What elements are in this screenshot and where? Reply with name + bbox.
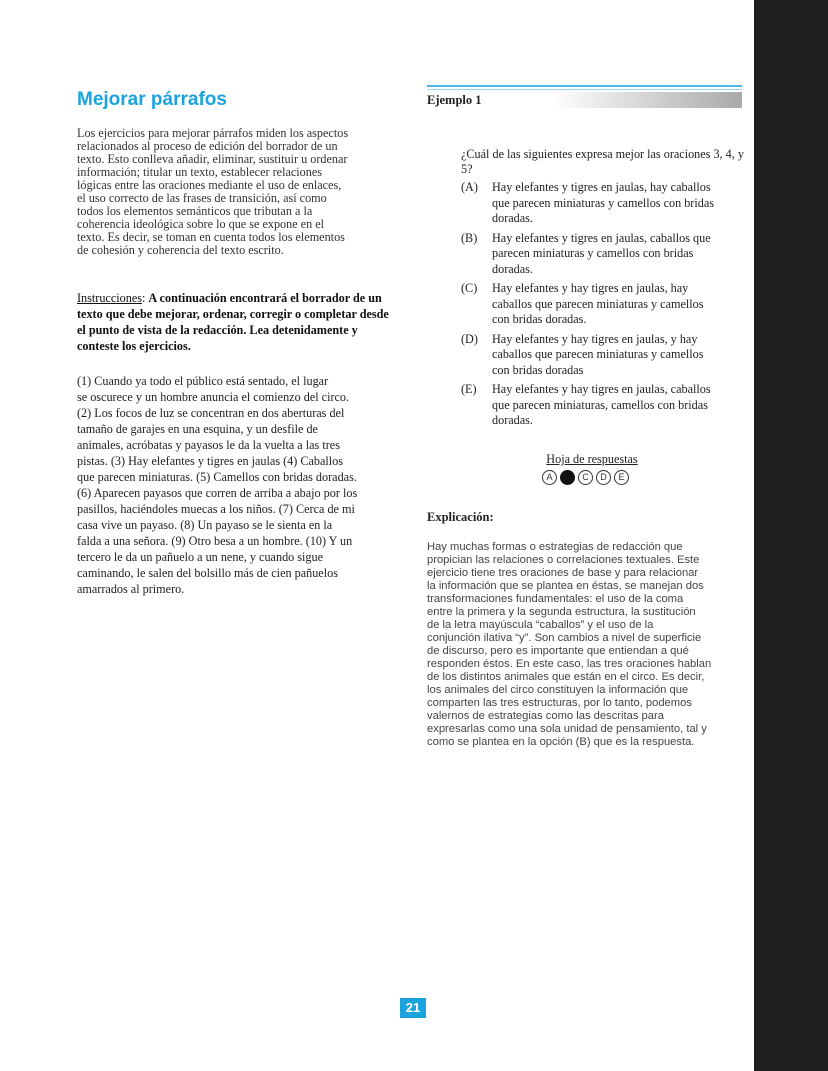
option-line: Hay elefantes y tigres en jaulas, caballos que: [492, 230, 711, 245]
option-text: [492, 382, 746, 429]
option-line: Hay elefantes y hay tigres en jaulas, caballos: [492, 382, 711, 396]
bubble-e[interactable]: E: [614, 470, 629, 485]
explanation-line: Hay muchas formas o estrategias de redacción que: [427, 541, 683, 553]
question-text: ¿Cuál de las siguientes expresa mejor las oraciones 3, 4, y 5?: [461, 147, 744, 176]
answer-bubbles: [542, 470, 629, 486]
option-letter: (A): [461, 180, 478, 194]
example-rule-thin: [427, 89, 742, 90]
option-letter: (E): [461, 382, 477, 396]
option-line: Hay elefantes y tigres en jaulas, hay caballos: [492, 180, 711, 194]
explanation-line: propician las relaciones o correlaciones textuales. Este: [427, 554, 700, 566]
bubble-b-filled[interactable]: B: [560, 470, 575, 485]
explanation-line: de los distintos animales que están en el circo. Es decir,: [427, 671, 705, 683]
bubble-a[interactable]: A: [542, 470, 557, 485]
intro-paragraph: [77, 127, 391, 257]
passage-line: animales, acróbatas y payasos le da la vuelta a las tres: [77, 438, 340, 452]
answer-options: [461, 180, 746, 433]
option-line: doradas.: [492, 413, 533, 427]
option-a: [461, 180, 746, 227]
page-number: 21: [400, 998, 426, 1018]
option-line: con bridas doradas: [492, 362, 584, 377]
option-line: doradas.: [492, 261, 533, 276]
explanation-line: conjunción ilativa “y”. Son cambios a nivel de superficie: [427, 632, 702, 644]
intro-line: el uso correcto de las frases de transición, así como: [77, 191, 327, 205]
option-line: parecen miniaturas y camellos con bridas: [492, 246, 694, 260]
passage-line: (2) Los focos de luz se concentran en dos aberturas del: [77, 406, 345, 420]
intro-line: información; titular un texto, establecer relaciones: [77, 165, 323, 179]
explanation-line: responden éstos. En este caso, las tres oraciones hablan: [427, 658, 712, 670]
intro-line: relacionados al proceso de edición del borrador de un: [77, 139, 338, 153]
passage-line: caminando, le salen del bolsillo más de cien pañuelos: [77, 566, 338, 580]
option-line: Hay elefantes y hay tigres en jaulas, y hay: [492, 331, 698, 346]
passage-line: amarrados al primero.: [77, 582, 185, 596]
explanation-line: expresarlas como una sola unidad de pensamiento, tal y: [427, 723, 707, 735]
passage-line: pasillos, haciéndoles muecas a los niños. (7) Cerca de mi: [77, 502, 355, 516]
option-line: que parecen miniaturas, camellos con bridas: [492, 397, 708, 412]
passage-line: pistas. (3) Hay elefantes y tigres en jaulas (4) Caballos: [77, 454, 344, 468]
page-edge-bar: [754, 0, 828, 1071]
instructions-text: A continuación encontrará el borrador de un texto que debe mejorar, ordenar, corregir o completar desde el punto de vista de la redacción. Lea detenidamente y conteste los ejercicios.: [77, 291, 389, 353]
explanation-line: como se plantea en la opción (B) que es la respuesta.: [427, 736, 695, 748]
option-line: caballos que parecen miniaturas y camellos: [492, 347, 704, 361]
passage-line: casa vive un payaso. (8) Un payaso se le sienta en la: [77, 518, 333, 532]
passage-line: que parecen miniaturas. (5) Camellos con bridas doradas.: [77, 470, 357, 484]
passage-line: tercero le da un pañuelo a un nene, y cuando sigue: [77, 550, 324, 564]
explanation-line: los animales del circo constituyen la información que: [427, 684, 689, 696]
option-line: doradas.: [492, 211, 533, 225]
intro-line: todos los elementos semánticos que tributan a la: [77, 204, 313, 218]
option-line: Hay elefantes y hay tigres en jaulas, hay: [492, 281, 689, 295]
passage-line: (6) Aparecen payasos que corren de arriba a abajo por los: [77, 486, 358, 500]
passage-line: tamaño de garajes en una esquina, y un desfile de: [77, 422, 318, 436]
passage-line: falda a una señora. (9) Otro besa a un hombre. (10) Y un: [77, 534, 353, 548]
option-letter: (B): [461, 230, 478, 245]
instructions: [77, 290, 395, 354]
instructions-label: Instrucciones: [77, 291, 142, 305]
explanation-line: valernos de estrategias como las descritas para: [427, 710, 664, 722]
section-title: Mejorar párrafos: [77, 89, 227, 110]
intro-line: lógicas entre las oraciones mediante el uso de enlaces,: [77, 178, 342, 192]
option-e: [461, 382, 746, 429]
option-text: [492, 231, 746, 278]
option-c: [461, 281, 746, 328]
bubble-d[interactable]: D: [596, 470, 611, 485]
explanation-line: transformaciones fundamentales: el uso de la coma: [427, 593, 684, 605]
passage-line: se oscurece y un hombre anuncia el comienzo del circo.: [77, 390, 350, 404]
option-text: [492, 180, 746, 227]
draft-passage: [77, 373, 395, 597]
explanation-line: la información que se plantea en éstas, se manejan dos: [427, 580, 704, 592]
passage-line: (1) Cuando ya todo el público está sentado, el lugar: [77, 374, 329, 388]
explanation-line: comparten las tres estructuras, por lo tanto, podemos: [427, 697, 692, 709]
explanation-title: Explicación:: [427, 510, 494, 524]
option-line: caballos que parecen miniaturas y camellos: [492, 296, 704, 311]
explanation-line: de la letra mayúscula “caballos” y el uso de la: [427, 619, 654, 631]
intro-line: Los ejercicios para mejorar párrafos miden los aspectos: [77, 126, 349, 140]
bubble-c[interactable]: C: [578, 470, 593, 485]
explanation-line: entre la primera y la segunda estructura, la sustitución: [427, 606, 696, 618]
intro-line: texto. Esto conlleva añadir, eliminar, sustituir u ordenar: [77, 152, 348, 166]
option-d: [461, 332, 746, 379]
intro-line: de cohesión y coherencia del texto escrito.: [77, 243, 284, 257]
explanation-text: [427, 541, 743, 749]
option-text: [492, 281, 746, 328]
option-text: [492, 332, 746, 379]
explanation-line: de discurso, pero es importante que entiendan a qué: [427, 645, 689, 657]
instructions-colon: :: [141, 291, 149, 305]
option-letter: (C): [461, 281, 478, 295]
option-line: que parecen miniaturas y camellos con bridas: [492, 195, 714, 210]
explanation-line: ejercicio tiene tres oraciones de base y para relacionar: [427, 567, 699, 579]
intro-line: texto. Es decir, se toman en cuenta todos los elementos: [77, 230, 345, 244]
answer-sheet-title: Hoja de respuestas: [546, 452, 638, 466]
example-label: Ejemplo 1: [427, 93, 482, 107]
option-b: [461, 231, 746, 278]
example-header: [427, 92, 742, 108]
option-line: con bridas doradas.: [492, 312, 587, 326]
example-rule: [427, 85, 742, 87]
option-letter: (D): [461, 331, 478, 346]
intro-line: coherencia ideológica sobre lo que se expone en el: [77, 217, 325, 231]
